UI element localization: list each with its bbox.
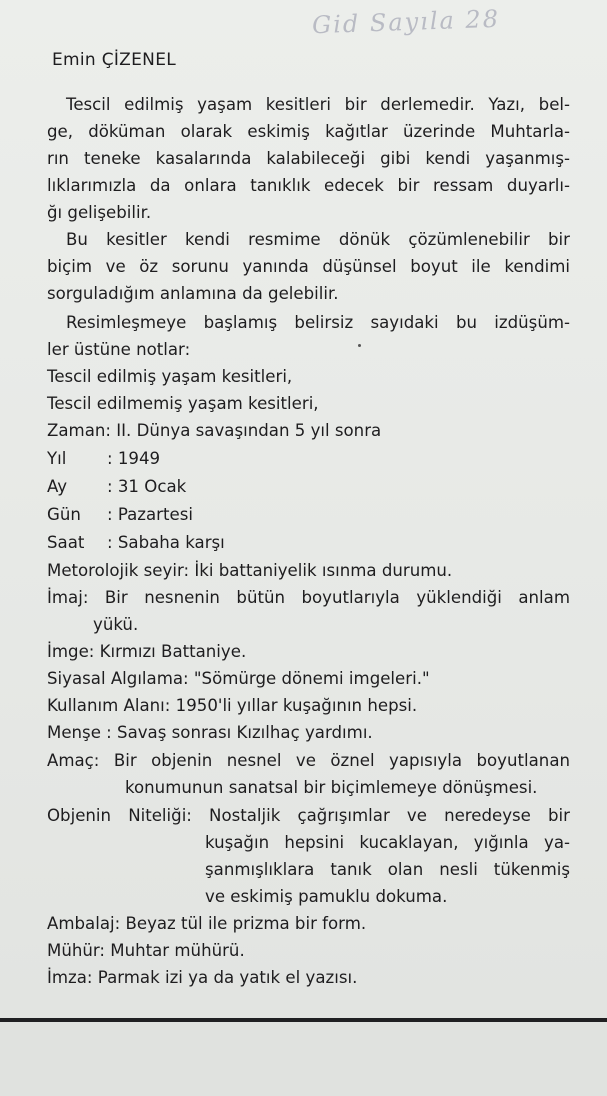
paragraph-2-line: biçim ve öz sorunu yanında düşünsel boyut ile kendimi — [47, 257, 570, 276]
paragraph-3-line: Resimleşmeye başlamış belirsiz sayıdaki bu izdüşüm- — [66, 313, 570, 332]
list-line: Zaman: II. Dünya savaşından 5 yıl sonra — [47, 421, 382, 440]
note-line: İmza: Parmak izi ya da yatık el yazısı. — [47, 968, 358, 987]
paragraph-2-line: sorguladığım anlamına da gelebilir. — [47, 284, 339, 303]
note-line: Menşe : Savaş sonrası Kızılhaç yardımı. — [47, 723, 373, 742]
note-line: Kullanım Alanı: 1950'li yıllar kuşağının hepsi. — [47, 696, 418, 715]
note-line: İmaj: Bir nesnenin bütün boyutlarıyla yüklendiği anlam — [47, 588, 570, 607]
note-line: Mühür: Muhtar mühürü. — [47, 941, 245, 960]
author-name: Emin ÇİZENEL — [52, 50, 177, 70]
paragraph-2-line: Bu kesitler kendi resmime dönük çözümlenebilir bir — [66, 230, 570, 249]
note-line: Metorolojik seyir: İki battaniyelik ısınma durumu. — [47, 561, 453, 580]
date-row-value: : Sabaha karşı — [107, 533, 225, 552]
note-line: Siyasal Algılama: "Sömürge dönemi imgeleri." — [47, 669, 430, 688]
date-row-value: : 1949 — [107, 449, 161, 468]
list-line: Tescil edilmemiş yaşam kesitleri, — [47, 394, 319, 413]
note-line: Amaç: Bir objenin nesnel ve öznel yapısıyla boyutlanan — [47, 751, 570, 770]
date-row-label: Ay — [47, 477, 68, 496]
date-row-value: : Pazartesi — [107, 505, 193, 524]
paragraph-1-line: lıklarımızla da onlara tanıklık edecek bir ressam duyarlı- — [47, 176, 570, 195]
note-line: Objenin Niteliği: Nostaljik çağrışımlar ve neredeyse bir — [47, 806, 570, 825]
paragraph-1-line: ğı gelişebilir. — [47, 203, 152, 222]
date-row-value: : 31 Ocak — [107, 477, 187, 496]
paragraph-1-line: rın teneke kasalarında kalabileceği gibi kendi yaşanmış- — [47, 149, 570, 168]
note-line: İmge: Kırmızı Battaniye. — [47, 642, 247, 661]
paragraph-1-line: ge, döküman olarak eskimiş kağıtlar üzerinde Muhtarla- — [47, 122, 570, 141]
note-line: şanmışlıklara tanık olan nesli tükenmiş — [205, 860, 570, 879]
handwritten-note: Gid Sayıla 28 — [311, 4, 501, 40]
paragraph-3-line: ler üstüne notlar: — [47, 340, 191, 359]
note-line: yükü. — [93, 615, 139, 634]
date-row-label: Yıl — [47, 449, 67, 468]
date-row-label: Gün — [47, 505, 81, 524]
note-line: kuşağın hepsini kucaklayan, yığınla ya- — [205, 833, 570, 852]
note-line: Ambalaj: Beyaz tül ile prizma bir form. — [47, 914, 367, 933]
paragraph-1-line: Tescil edilmiş yaşam kesitleri bir derlemedir. Yazı, bel- — [66, 95, 570, 114]
date-row-label: Saat — [47, 533, 85, 552]
paper-speck — [358, 344, 361, 347]
note-line: ve eskimiş pamuklu dokuma. — [205, 887, 448, 906]
note-line: konumunun sanatsal bir biçimlemeye dönüşmesi. — [125, 778, 538, 797]
page-bottom-margin — [0, 1022, 607, 1096]
list-line: Tescil edilmiş yaşam kesitleri, — [47, 367, 293, 386]
